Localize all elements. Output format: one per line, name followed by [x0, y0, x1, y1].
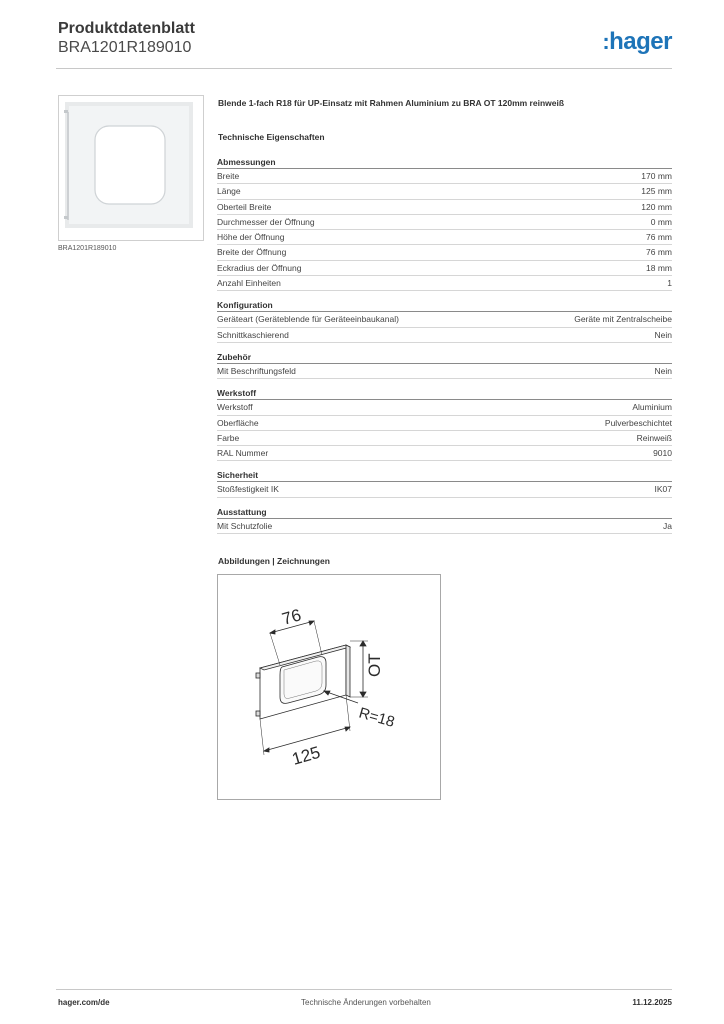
spec-value: 18 mm — [646, 262, 672, 273]
spec-row — [217, 245, 672, 260]
spec-label: Geräteart (Geräteblende für Geräteeinbaukanal) — [217, 314, 399, 325]
spec-row — [217, 328, 672, 343]
spec-row — [217, 200, 672, 215]
spec-row — [217, 364, 672, 379]
spec-value: Pulverbeschichtet — [604, 417, 672, 428]
spec-value: 120 mm — [641, 201, 672, 212]
spec-row — [217, 184, 672, 199]
technical-properties-heading: Technische Eigenschaften — [218, 132, 325, 142]
spec-label: RAL Nummer — [217, 448, 269, 459]
figures-heading: Abbildungen | Zeichnungen — [218, 556, 330, 566]
spec-label: Mit Schutzfolie — [217, 520, 273, 531]
spec-row — [217, 261, 672, 276]
spec-label: Werkstoff — [217, 402, 253, 413]
spec-value: 125 mm — [641, 186, 672, 197]
spec-label: Breite der Öffnung — [217, 247, 287, 258]
dim-height-label: OT — [365, 653, 384, 677]
dim-width-label: 76 — [279, 605, 304, 629]
spec-value: 76 mm — [646, 247, 672, 258]
cover-plate-image — [59, 96, 203, 240]
spec-value: IK07 — [654, 484, 672, 495]
spec-label: Höhe der Öffnung — [217, 232, 285, 243]
spec-value: Aluminium — [632, 402, 672, 413]
spec-section-title: Zubehör — [217, 351, 672, 364]
spec-section-title: Sicherheit — [217, 469, 672, 482]
spec-value: Reinweiß — [636, 432, 672, 443]
spec-row — [217, 431, 672, 446]
hager-logo — [602, 28, 672, 56]
spec-section-title: Ausstattung — [217, 506, 672, 519]
spec-label: Breite — [217, 171, 240, 181]
footer-divider — [56, 989, 672, 990]
spec-label: Stoßfestigkeit IK — [217, 484, 279, 495]
footer-website-link[interactable]: hager.com/de — [58, 998, 110, 1007]
spec-label: Mit Beschriftungsfeld — [217, 365, 296, 376]
logo-text: hager — [609, 28, 672, 55]
header-divider — [56, 68, 672, 69]
spec-value: 9010 — [653, 448, 672, 459]
spec-section — [217, 156, 672, 291]
spec-row — [217, 519, 672, 534]
spec-label: Eckradius der Öffnung — [217, 262, 302, 273]
spec-row — [217, 230, 672, 245]
spec-section — [217, 506, 672, 534]
spec-value: Nein — [654, 365, 672, 376]
dimension-drawing — [218, 575, 440, 799]
spec-section-title: Werkstoff — [217, 387, 672, 400]
spec-value: Nein — [654, 329, 672, 340]
logo-colon: : — [602, 29, 610, 54]
spec-label: Länge — [217, 186, 241, 197]
spec-value: Ja — [663, 520, 672, 531]
spec-value: Geräte mit Zentralscheibe — [574, 314, 672, 325]
footer-disclaimer: Technische Änderungen vorbehalten — [301, 998, 431, 1007]
specifications — [217, 156, 672, 542]
spec-value: 1 — [667, 278, 672, 289]
spec-row — [217, 416, 672, 431]
dim-radius-label: R=18 — [356, 704, 397, 731]
spec-section — [217, 469, 672, 497]
spec-section-title: Abmessungen — [217, 156, 672, 169]
spec-value: 170 mm — [641, 171, 672, 181]
product-image-caption: BRA1201R189010 — [58, 245, 117, 252]
spec-section — [217, 299, 672, 343]
product-image — [58, 95, 204, 241]
spec-section — [217, 351, 672, 379]
spec-row — [217, 312, 672, 327]
dim-length-label: 125 — [289, 742, 323, 769]
spec-row — [217, 482, 672, 497]
spec-label: Anzahl Einheiten — [217, 278, 281, 289]
spec-section — [217, 387, 672, 461]
product-title: Blende 1-fach R18 für UP-Einsatz mit Rahmen Aluminium zu BRA OT 120mm reinweiß — [218, 98, 565, 108]
spec-label: Schnittkaschierend — [217, 329, 289, 340]
spec-label: Farbe — [217, 432, 240, 443]
footer-date: 11.12.2025 — [632, 998, 672, 1007]
spec-section-title: Konfiguration — [217, 299, 672, 312]
technical-drawing — [217, 574, 441, 800]
spec-row — [217, 400, 672, 415]
spec-row — [217, 215, 672, 230]
spec-label: Durchmesser der Öffnung — [217, 216, 315, 227]
spec-row — [217, 169, 672, 184]
spec-row — [217, 276, 672, 291]
spec-label: Oberteil Breite — [217, 201, 272, 212]
page-title: Produktdatenblatt — [58, 20, 195, 37]
spec-value: 0 mm — [650, 216, 672, 227]
spec-row — [217, 446, 672, 461]
spec-label: Oberfläche — [217, 417, 259, 428]
product-code: BRA1201R189010 — [58, 39, 192, 56]
spec-value: 76 mm — [646, 232, 672, 243]
